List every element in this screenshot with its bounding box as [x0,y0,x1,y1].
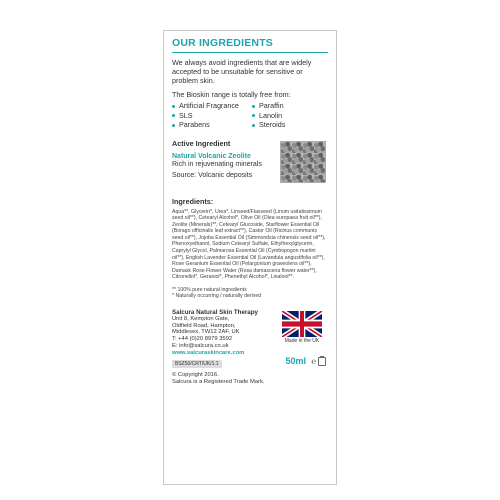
page-title: OUR INGREDIENTS [172,37,274,49]
free-from-list [172,102,328,130]
intro-text: We always avoid ingredients that are widely accepted to be unsuitable for sensitive or problem skin. [172,58,312,85]
note-natural: ** 100% pure natural ingredients [172,287,247,294]
product-code-row [172,355,328,368]
note-derived: * Naturally occurring / naturally derived [172,293,262,300]
period-after-opening-jar-icon [318,357,326,366]
list-item: Parabens [172,121,248,130]
bullet-icon [172,114,175,117]
phone-number: T: +44 (0)20 8979 3592 [172,336,233,343]
active-ingredient-description: Rich in rejuvenating minerals [172,160,262,168]
active-ingredient-section [172,139,328,187]
list-item: Artificial Fragrance [172,102,248,111]
active-ingredient-name: Natural Volcanic Zeolite [172,152,251,160]
ingredient-notes [172,287,328,300]
address-line: Middlesex, TW12 2AF, UK [172,329,240,336]
copyright-text: © Copyright 2016. [172,371,219,378]
company-info [172,309,328,386]
address-line: Oldfield Road, Hampton, [172,322,236,329]
company-name: Salcura Natural Skin Therapy [172,308,258,316]
bullet-icon [252,114,255,117]
list-item: SLS [172,112,248,121]
estimated-sign-icon: ℮ [311,356,316,366]
ingredients-label [163,30,337,485]
list-item: Paraffin [252,102,328,111]
made-in-uk-badge [282,311,322,344]
volume-label: 50ml [285,355,306,366]
bullet-icon [172,105,175,108]
ingredients-text: Aqua**, Glycerin*, Urea*, Linseed/Flaxseed (Linum usitatissimum seed oil**), Cetearyl Alcohol*, Olive Oil (Olea europaea fruit oil**), Zeolite (Minerals)**, Cetearyl Glucoside, Starflower Essential Oil (Borago officinalis leaf extract**), Castor Oil (Ricinus communis seed oil**), Jojoba Essential Oil (Simmondsia chinensis seed oil**), Phenoxyethanol, Sodium Cetearyl Sulfate, Ethylhexylglycerin, Caprylyl Glycol, Palmarosa Essential Oil (Cymbopogon martini oil**), English Lavender Essential Oil (Lavandula angustifolia oil**), Rose Geranium Essential Oil (Pelargonium graveolens oil**), Damask Rose Flower Water (Rosa damascena flower water**), Citronellol*, Geraniol*, Phenethyl Alcohol*, Linalool**. [172,208,326,281]
title-divider [172,52,328,53]
bullet-icon [172,124,175,127]
product-code: BSZ50/CRT/UK/1.1 [172,360,222,368]
bullet-icon [252,124,255,127]
zeolite-image [280,141,326,183]
list-item: Lanolin [252,112,328,121]
made-in-uk-text: Made in the UK [284,337,320,344]
free-from-intro: The Bioskin range is totally free from: [172,90,291,99]
list-item: Steroids [252,121,328,130]
website-link[interactable]: www.salcuraskincare.com [172,349,245,356]
bullet-icon [252,105,255,108]
ingredients-heading: Ingredients: [172,196,214,206]
trademark-text: Salcura is a Registered Trade Mark. [172,378,265,385]
active-ingredient-source: Source: Volcanic deposits [172,171,253,179]
email-address: E: info@salcura.co.uk [172,343,229,350]
uk-flag-icon [282,311,322,337]
address-line: Unit 8, Kempton Gate, [172,315,230,322]
active-ingredient-heading: Active Ingredient [172,138,231,148]
